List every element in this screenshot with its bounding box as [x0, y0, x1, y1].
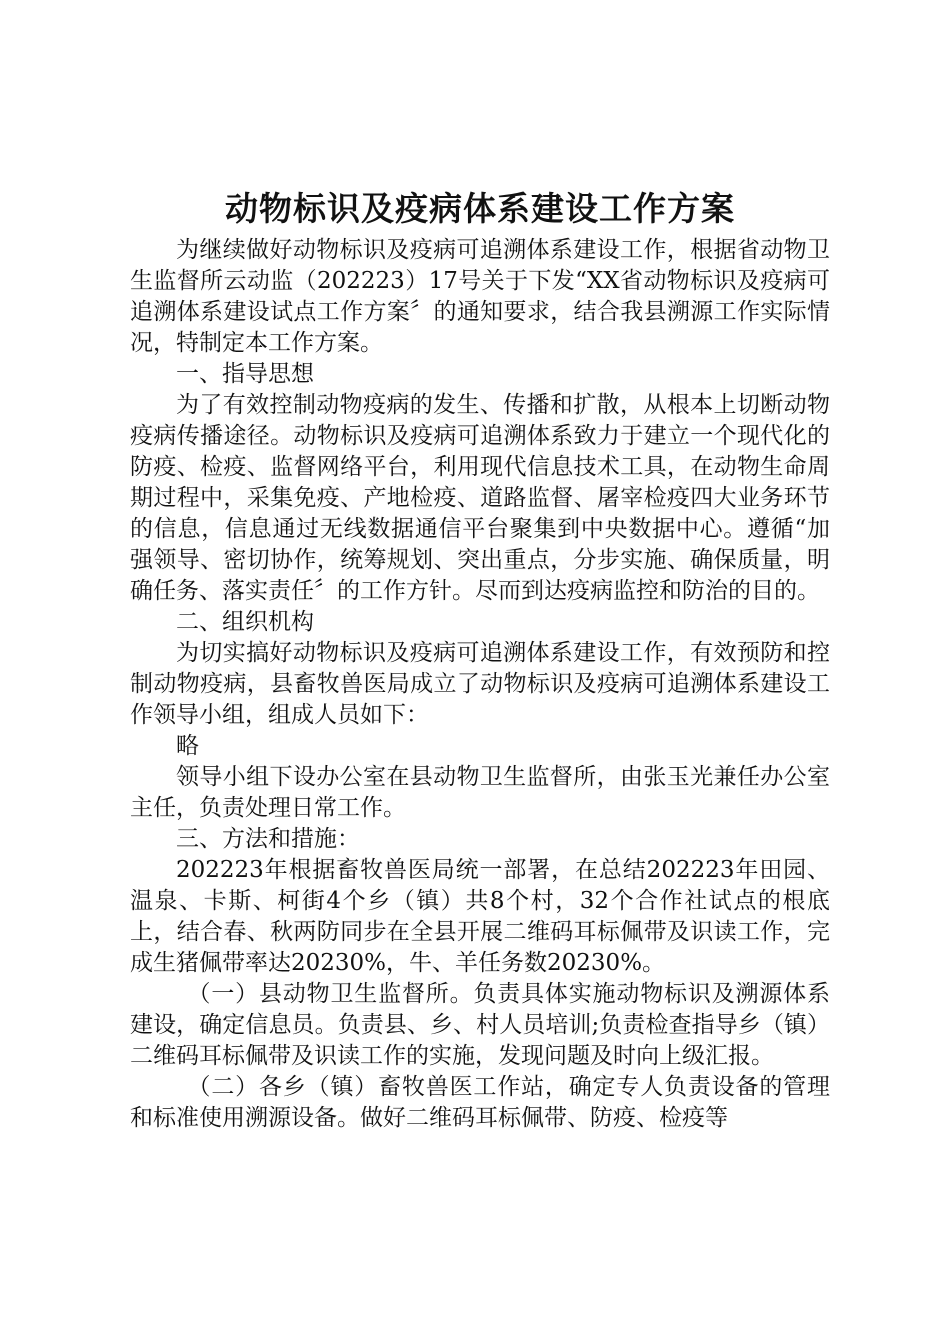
section-heading-organization: 二、组织机构: [176, 609, 314, 635]
omitted-members-text: 略: [176, 733, 199, 759]
office-paragraph: 领导小组下设办公室在县动物卫生监督所，由张玉光兼任办公室主任，负责处理日常工作。: [130, 764, 830, 821]
organization-paragraph: 为切实搞好动物标识及疫病可追溯体系建设工作，有效预防和控制动物疫病，县畜牧兽医局成立了动物标识及疫病可追溯体系建设工作领导小组，组成人员如下：: [130, 640, 830, 728]
measure-item-1: （一）县动物卫生监督所。负责具体实施动物标识及溯源体系建设，确定信息员。负责县、乡、村人员培训;负责检查指导乡（镇）二维码耳标佩带及识读工作的实施，发现问题及时向上级汇报。: [130, 981, 830, 1069]
section-heading-guiding-ideology: 一、指导思想: [176, 361, 314, 387]
guiding-ideology-paragraph: 为了有效控制动物疫病的发生、传播和扩散，从根本上切断动物疫病传播途径。动物标识及疫病可追溯体系致力于建立一个现代化的防疫、检疫、监督网络平台，利用现代信息技术工具，在动物生命周期过程中，采集免疫、产地检疫、道路监督、屠宰检疫四大业务环节的信息，信息通过无线数据通信平台聚集到中央数据中心。遵循“加强领导、密切协作，统筹规划、突出重点，分步实施、确保质量，明确任务、落实责任〞的工作方针。尽而到达疫病监控和防治的目的。: [130, 392, 830, 604]
document-body: [130, 235, 830, 1134]
methods-paragraph: 202223年根据畜牧兽医局统一部署，在总结202223年田园、温泉、卡斯、柯街4个乡（镇）共8个村，32个合作社试点的根底上，结合春、秋两防同步在全县开展二维码耳标佩带及识读工作，完成生猪佩带率达20230%，牛、羊任务数20230%。: [130, 857, 830, 976]
section-heading-methods: 三、方法和措施：: [176, 826, 360, 852]
document-title: 动物标识及疫病体系建设工作方案: [225, 189, 735, 228]
measure-item-2: （二）各乡（镇）畜牧兽医工作站，确定专人负责设备的管理和标准使用溯源设备。做好二维码耳标佩带、防疫、检疫等: [130, 1074, 830, 1131]
intro-paragraph: 为继续做好动物标识及疫病可追溯体系建设工作，根据省动物卫生监督所云动监（202223）17号关于下发“XX省动物标识及疫病可追溯体系建设试点工作方案〞的通知要求，结合我县溯源工作实际情况，特制定本工作方案。: [130, 237, 830, 356]
